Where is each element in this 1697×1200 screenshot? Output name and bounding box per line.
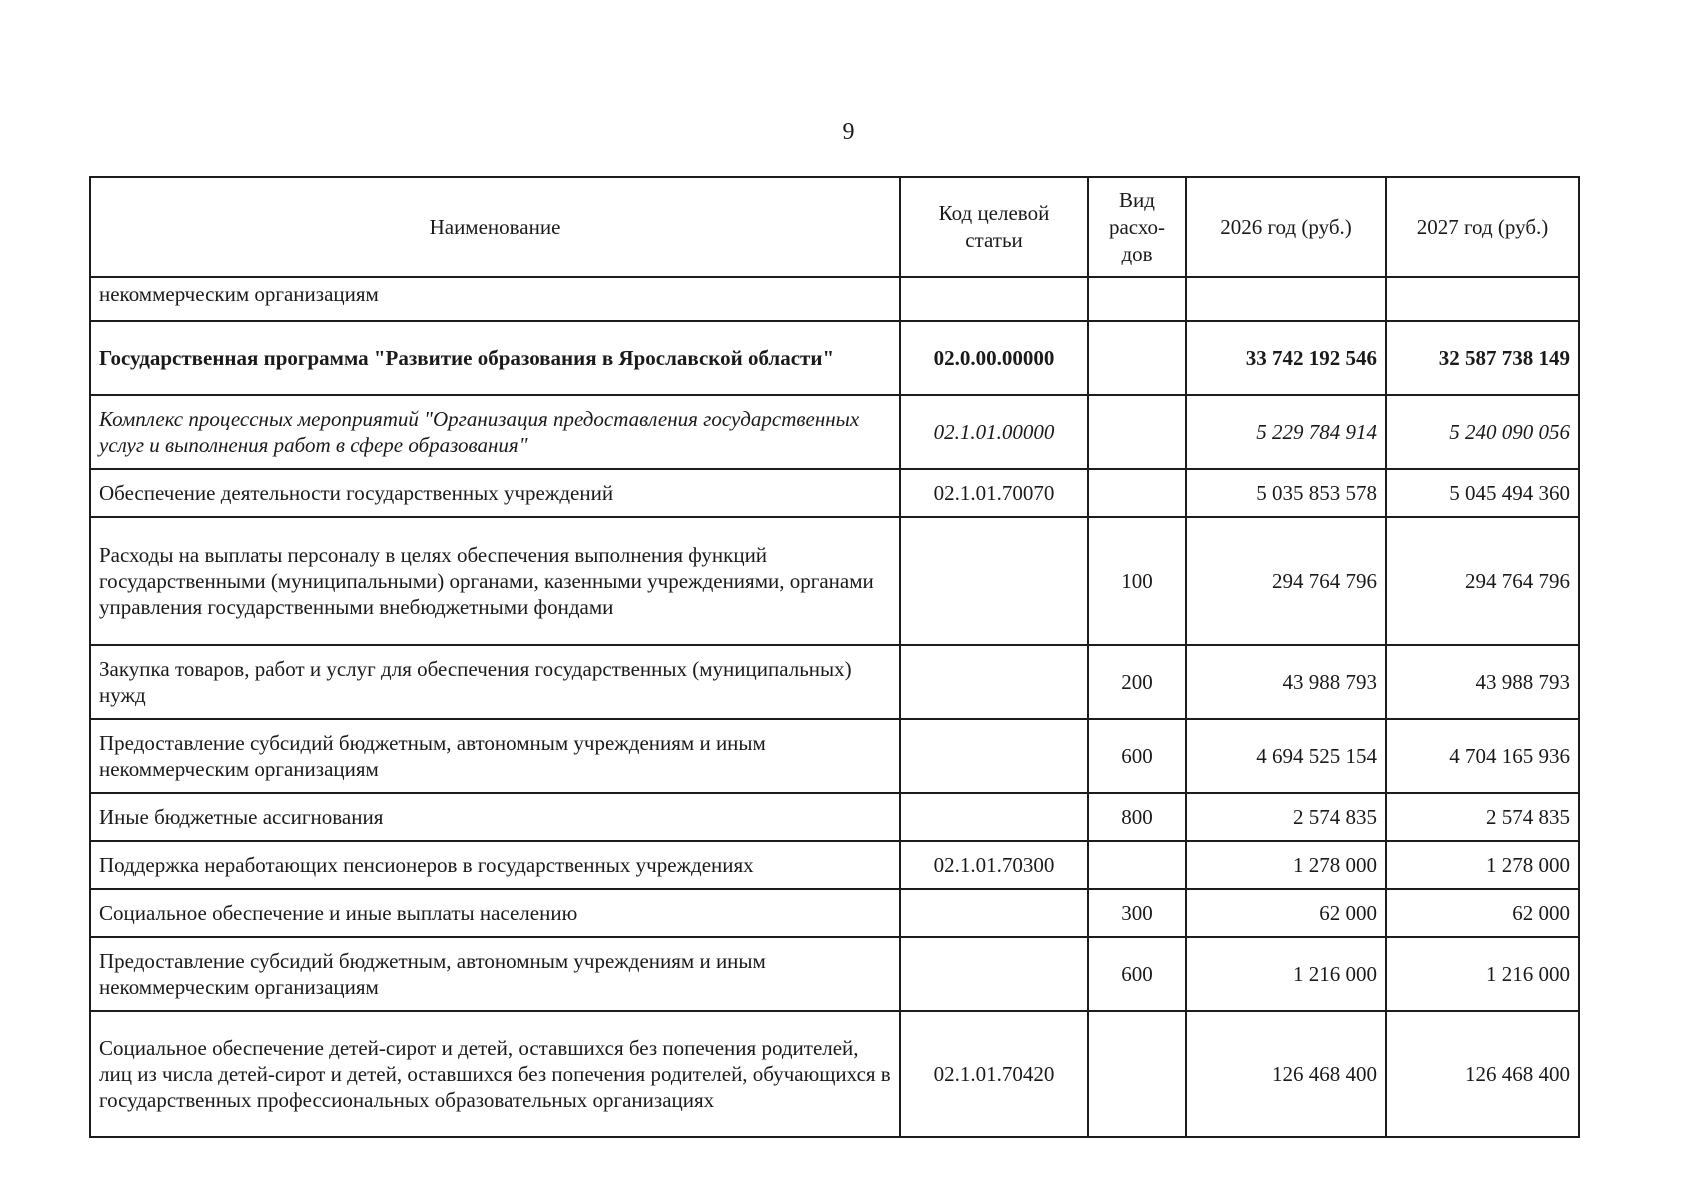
table-row <box>90 321 1579 395</box>
row-amount-2026: 5 035 853 578 <box>1186 469 1386 517</box>
row-name: Социальное обеспечение детей-сирот и детей, оставшихся без попечения родителей, лиц из числа детей-сирот и детей, оставшихся без попечения родителей, обучающихся в государственных профессиональных образовательных организациях <box>90 1011 900 1137</box>
row-kind <box>1088 1011 1186 1137</box>
row-kind: 600 <box>1088 937 1186 1011</box>
row-name: Предоставление субсидий бюджетным, автономным учреждениям и иным некоммерческим организациям <box>90 719 900 793</box>
row-name: Комплекс процессных мероприятий "Организация предоставления государственных услуг и выполнения работ в сфере образования" <box>90 395 900 469</box>
row-name: Закупка товаров, работ и услуг для обеспечения государственных (муниципальных) нужд <box>90 645 900 719</box>
row-kind <box>1088 469 1186 517</box>
row-amount-2027: 62 000 <box>1386 889 1579 937</box>
header-year-2027: 2027 год (руб.) <box>1386 177 1579 277</box>
row-amount-2026: 1 278 000 <box>1186 841 1386 889</box>
row-amount-2026: 62 000 <box>1186 889 1386 937</box>
table-row <box>90 793 1579 841</box>
row-code <box>900 645 1088 719</box>
row-amount-2026: 4 694 525 154 <box>1186 719 1386 793</box>
page-number: 9 <box>842 119 855 145</box>
row-code <box>900 277 1088 321</box>
row-kind <box>1088 277 1186 321</box>
row-code: 02.1.01.70070 <box>900 469 1088 517</box>
row-amount-2027: 5 045 494 360 <box>1386 469 1579 517</box>
header-kind: Вид расхо-дов <box>1088 177 1186 277</box>
row-kind <box>1088 395 1186 469</box>
row-kind <box>1088 321 1186 395</box>
row-amount-2027: 5 240 090 056 <box>1386 395 1579 469</box>
row-amount-2027: 43 988 793 <box>1386 645 1579 719</box>
row-amount-2027: 32 587 738 149 <box>1386 321 1579 395</box>
row-amount-2027: 294 764 796 <box>1386 517 1579 645</box>
row-name: Предоставление субсидий бюджетным, автономным учреждениям и иным некоммерческим организациям <box>90 937 900 1011</box>
table-row <box>90 277 1579 321</box>
row-code: 02.1.01.00000 <box>900 395 1088 469</box>
row-amount-2027 <box>1386 277 1579 321</box>
row-amount-2027: 1 278 000 <box>1386 841 1579 889</box>
table-row <box>90 841 1579 889</box>
row-kind: 600 <box>1088 719 1186 793</box>
row-name: некоммерческим организациям <box>90 277 900 321</box>
row-kind <box>1088 841 1186 889</box>
row-amount-2026 <box>1186 277 1386 321</box>
row-name: Расходы на выплаты персоналу в целях обеспечения выполнения функций государственными (муниципальными) органами, казенными учреждениями, органами управления государственными внебюджетными фондами <box>90 517 900 645</box>
header-name: Наименование <box>90 177 900 277</box>
row-code <box>900 937 1088 1011</box>
table-row <box>90 1011 1579 1137</box>
row-code: 02.0.00.00000 <box>900 321 1088 395</box>
header-year-2026: 2026 год (руб.) <box>1186 177 1386 277</box>
row-code: 02.1.01.70300 <box>900 841 1088 889</box>
header-code: Код целевой статьи <box>900 177 1088 277</box>
row-amount-2026: 5 229 784 914 <box>1186 395 1386 469</box>
row-name: Обеспечение деятельности государственных учреждений <box>90 469 900 517</box>
row-name: Государственная программа "Развитие образования в Ярославской области" <box>90 321 900 395</box>
row-amount-2027: 126 468 400 <box>1386 1011 1579 1137</box>
row-code <box>900 719 1088 793</box>
row-kind: 200 <box>1088 645 1186 719</box>
row-kind: 100 <box>1088 517 1186 645</box>
row-name: Социальное обеспечение и иные выплаты населению <box>90 889 900 937</box>
table-row <box>90 937 1579 1011</box>
table-row <box>90 395 1579 469</box>
row-amount-2026: 294 764 796 <box>1186 517 1386 645</box>
row-kind: 300 <box>1088 889 1186 937</box>
row-code <box>900 793 1088 841</box>
row-amount-2027: 4 704 165 936 <box>1386 719 1579 793</box>
row-amount-2027: 1 216 000 <box>1386 937 1579 1011</box>
row-code: 02.1.01.70420 <box>900 1011 1088 1137</box>
table-row <box>90 889 1579 937</box>
budget-table <box>89 176 1580 1138</box>
table-row <box>90 719 1579 793</box>
table-row <box>90 517 1579 645</box>
table-header-row <box>90 177 1579 277</box>
row-amount-2026: 1 216 000 <box>1186 937 1386 1011</box>
row-code <box>900 517 1088 645</box>
row-amount-2026: 43 988 793 <box>1186 645 1386 719</box>
row-code <box>900 889 1088 937</box>
table-row <box>90 645 1579 719</box>
row-amount-2026: 33 742 192 546 <box>1186 321 1386 395</box>
row-amount-2026: 126 468 400 <box>1186 1011 1386 1137</box>
row-name: Иные бюджетные ассигнования <box>90 793 900 841</box>
table-row <box>90 469 1579 517</box>
row-amount-2026: 2 574 835 <box>1186 793 1386 841</box>
row-kind: 800 <box>1088 793 1186 841</box>
row-amount-2027: 2 574 835 <box>1386 793 1579 841</box>
row-name: Поддержка неработающих пенсионеров в государственных учреждениях <box>90 841 900 889</box>
